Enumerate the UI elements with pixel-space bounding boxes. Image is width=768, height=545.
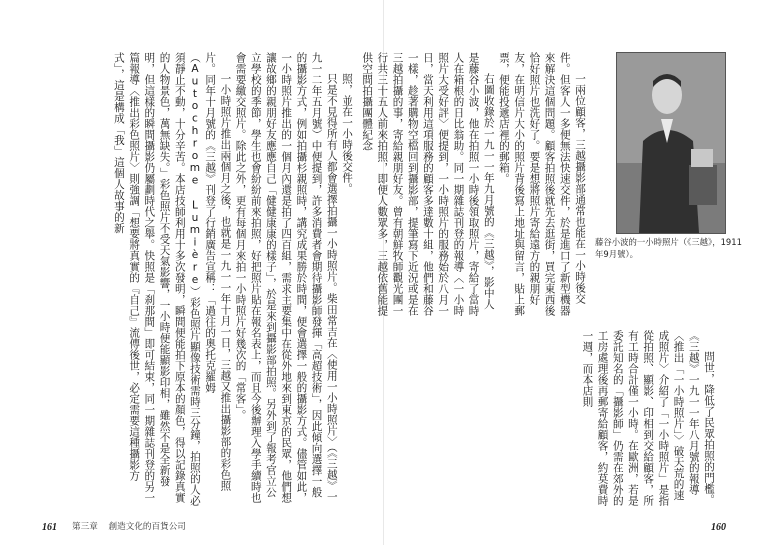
chapter-label: 第三章	[72, 522, 98, 532]
page-number: 160	[711, 522, 726, 533]
right-page-body-top	[361, 52, 587, 317]
paragraph: 右圖收錄於一九一一年九月號的《三越》，影中人是藤谷小波，他在拍照一小時後領取照片，寄給了當時人在箱根的日比翁助。同一期雜誌刊登的報導〈一小時照片大受好評〉便提到，一小時照片的服務始於八月一日，當天利用這項服務的顧客多達數十組，他們和藤谷一樣，趁著購物空檔回到攝影部，提筆寫下近況或是在三越拍攝的事，寄給親朋好友。曾有朝鮮牧師觀光團一行共三十五人前來拍照，即便人數眾多，三越依舊能提供空間拍攝團體紀念	[361, 52, 495, 316]
paragraph: 一兩位顧客，三越攝影部通常也能在一小時後交件。但客人一多便無法快速交件，於是進口了新型機器來解決這個問題。顧客拍照後就先去逛街，買完東西後恰好照片也洗好了。要是想將照片寄給遠方的親朋好友，在明信片大小的照片背後寫上地址與留言，貼上郵票，便能投遞店裡的郵箱。	[497, 52, 586, 316]
running-head	[72, 520, 194, 532]
portrait-photo	[616, 52, 726, 234]
right-page-body-bottom	[412, 330, 716, 507]
photo-caption: 藤谷小波的一小時照片（《三越》，1911年9月號）。	[595, 237, 742, 259]
page-number: 161	[42, 522, 57, 533]
paragraph: 一小時照片推出兩個月之後，也就是一九一一年十月一日，三越又推出攝影部的彩色照片。同年十月號的《三越》刊登了行銷廣告宣稱：「過往的奧托克羅姆（Autochrome Lumière）彩色照片顯像技術需時三分鐘，拍照的人必須靜止不動，十分辛苦。本店技師利用十多次發明，瞬間便能拍下原本的顏色，得以記錄真實的人物景色，萬無缺失。」彩色照片不受天氣影響，一小時便能顯影印相，雖然不是全新發明，但這樣的瞬間攝影仍屬劃時代之舉。快照是「刹那間」即可結束，同一期雜誌刊登的另一篇報導〈推出彩色照片〉則強調「想要將真實的『自己』流傳後世，必定需要這種攝影方式」，這是構成「我」這個人故事的新	[112, 52, 232, 507]
paragraph: 問世，降低了民眾拍照的門檻。《三越》一九一一年八月號的報導〈推出「一小時照片」〉破天荒的速成照片〉介紹了「一小時照片」是指從拍照、顯影、印相到交給顧客，所有工時合計僅一小時。在歐洲，若是委託知名的「攝影師」仍需在郊外的工房處理後再郵寄給顧客，約莫費時一週，而本店則	[581, 330, 715, 506]
right-page	[361, 0, 768, 545]
left-page-body	[34, 52, 354, 507]
paragraph: 照，並在一小時後交件。	[341, 73, 353, 195]
book-title: 創造文化的百貨公司	[108, 522, 186, 532]
paragraph: 只是不見得所有人都會選擇拍攝一小時照片。柴田常吉在〈使用一小時照片〉（《三越》一九一二年五月號）中便提到，許多消費者會期待攝影師發揮「高超技術」，因此傾向選擇一般的攝影方式，例如拍攝杉親照時，講究成果勝於時間，便會選擇一般的攝影方式。儘管如此，一小時照片推出的一個月內還是拍了四百組，需求主要集中在從外地來到東京的民眾，他們想讓故鄉的親朋好友應應自己「健健康康的樣子」，於是來到攝影部拍照。另外到了報考官立公立學校的季節，學生也會紛紛前來拍照，好把照片貼在報名表上，而且今後辦理入學手續時也會需要繳交照片。除此之外，更有每個月來拍一小時照片好幾次的「常客」。	[234, 52, 338, 503]
